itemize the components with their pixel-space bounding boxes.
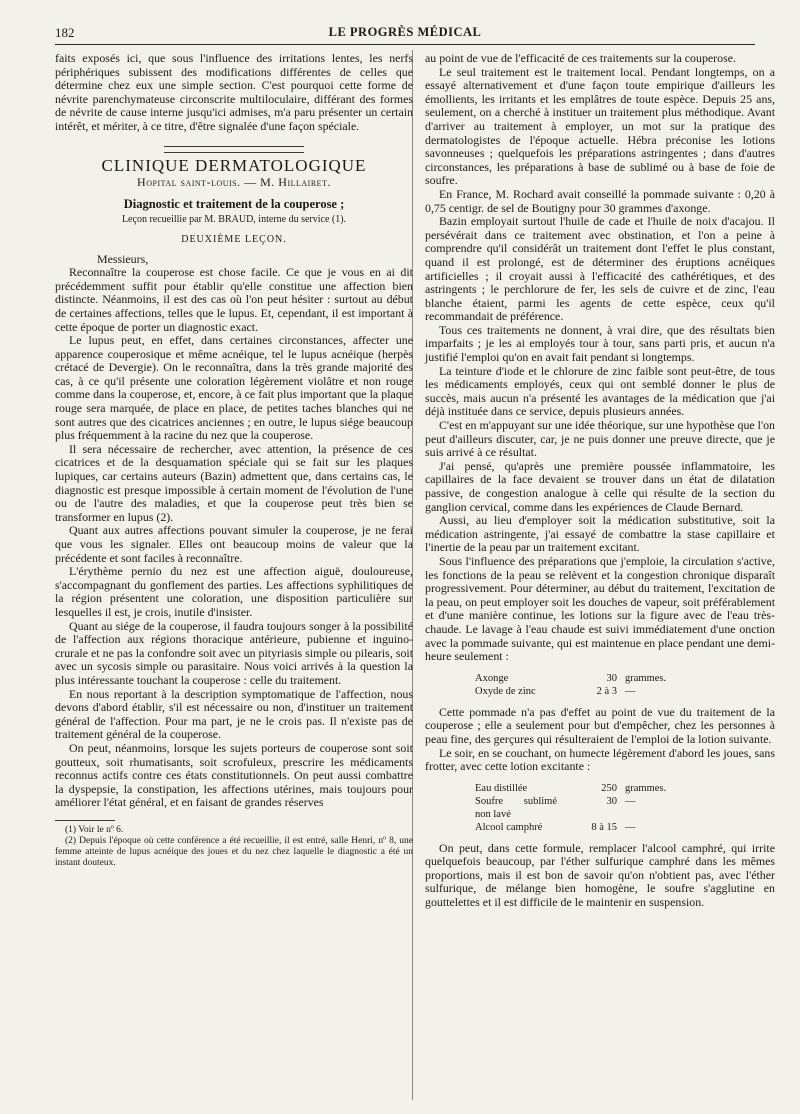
ingredient-unit: — bbox=[625, 795, 636, 807]
ingredient-name: Axonge bbox=[475, 672, 509, 684]
formula-row bbox=[475, 795, 685, 821]
formula-lotion bbox=[475, 782, 775, 834]
paragraph: La teinture d'iode et le chlorure de zinc faible sont peut-être, de tous les médicaments employés, ceux qui ont semblé donner le plus de succès, mais aucun n'a présenté les avantages de la médication que j'ai déjà instituée dans ce service, depuis plusieurs années. bbox=[425, 363, 775, 419]
footnote: (2) Depuis l'époque où cette conférence a été recueillie, il est entré, salle Henri, nº 8, une femme atteinte de lupus acnéique des joues et du nez chez laquelle le diagnostic a été un instant douteux. bbox=[55, 835, 413, 868]
hospital-line: Hopital saint-louis. — M. Hillairet. bbox=[137, 175, 331, 190]
formula-ointment bbox=[475, 672, 775, 698]
paragraph: faits exposés ici, que sous l'influence des irritations lentes, les nerfs périphériques subissent des modifications différentes de celles que détermine chez eux une simple section. C'est pourquoi cette forme de névrite parenchymateuse circonscrite multiloculaire, différant des formes de névrite de cause interne jusqu'ici admises, m'a paru présenter un certain intérêt, et mériter, à ce titre, d'être signalée d'une façon spéciale. bbox=[55, 51, 413, 133]
formula-row bbox=[475, 782, 685, 795]
paragraph: En nous reportant à la description symptomatique de l'affection, nous devons d'abord établir, s'il est nécessaire ou non, d'instituer un traitement général de l'affection. Pour ma part, je ne le crois pas. Il n'existe pas de traitement général de la couperose. bbox=[55, 686, 413, 742]
paragraph: On peut, dans cette formule, remplacer l'alcool camphré, qui irrite quelquefois beaucoup, par l'éther sulfurique camphré dans les mêmes proportions, mais il est bon de savoir qu'on n'obtient pas, avec l'éther sulfurique, de mélange bien homogène, le soufre s'agglutine en gouttelettes et il est difficile de le maintenir en suspension. bbox=[425, 840, 775, 910]
ingredient-name: Oxyde de zinc bbox=[475, 685, 536, 697]
ingredient-qty: 2 à 3 bbox=[596, 685, 617, 697]
paragraph: au point de vue de l'efficacité de ces traitements sur la couperose. bbox=[425, 51, 736, 65]
paragraph: J'ai pensé, qu'après une première poussée inflammatoire, les capillaires de la face devaient se trouver dans un état de dilatation passive, de congestion analogue à celle qui résulte de la section du ganglion cervical, comme dans les expériences de Claude Bernard. bbox=[425, 458, 775, 514]
paragraph: Quant aux autres affections pouvant simuler la couperose, je ne ferai que vous les signaler. Elles ont beaucoup moins de valeur que la précédente et sont faciles à reconnaître. bbox=[55, 523, 413, 565]
lecture-title: Diagnostic et traitement de la couperose ; bbox=[123, 196, 345, 211]
left-column bbox=[55, 52, 413, 869]
paragraph: Le soir, en se couchant, on humecte légèrement d'abord les joues, sans frotter, avec cette lotion excitante : bbox=[425, 745, 775, 774]
ingredient-unit: grammes. bbox=[625, 782, 667, 794]
ingredient-unit: — bbox=[625, 821, 636, 833]
ingredient-name: Soufre sublimé non lavé bbox=[475, 795, 557, 820]
lesson-label: DEUXIÈME LEÇON. bbox=[181, 233, 287, 245]
paragraph: En France, M. Rochard avait conseillé la pommade suivante : 0,20 à 0,75 centigr. de sel de Boutigny pour 30 grammes d'axonge. bbox=[425, 186, 775, 215]
paragraph: L'érythème pernio du nez est une affection aiguë, douloureuse, s'accompagnant du gonflement des parties. Les affections syphilitiques de la région présentent une coloration, une disposition particulière sur lesquelles il est, je crois, inutile d'insister. bbox=[55, 564, 413, 619]
paragraph: Le lupus peut, en effet, dans certaines circonstances, affecter une apparence couperosique et même acnéique, tel le lupus acnéique (herpès crétacé de Devergie). On le reconnaîtra, dans la très grande majorité des cas, à ce qu'il présente une coloration légèrement violâtre et non rouge comme dans la couperose, et, encore, à ce fait plus important que la plaque rouge sera marquée, de place en place, de petites taches blanches qui ne sont autres que des cicatrices anciennes ; en outre, le lupus siége beaucoup plus fréquemment à la racine du nez que la couperose. bbox=[55, 333, 413, 443]
paragraph: Reconnaître la couperose est chose facile. Ce que je vous en ai dit précédemment suffit pour établir qu'elle constitue une affection bien distincte. Néanmoins, il est des cas où l'on peut hésiter : surtout au début de certaines affections, telles que le lupus. Et, cependant, il est important à cette époque de porter un diagnostic exact. bbox=[55, 265, 413, 334]
footnote: (1) Voir le nº 6. bbox=[65, 824, 124, 835]
lecture-subtitle: Leçon recueillie par M. BRAUD, interne du service (1). bbox=[121, 214, 347, 226]
paragraph: Bazin employait surtout l'huile de cade et l'huile de noix d'acajou. Il persévérait dans ce traitement avec obstination, et l'on a peine à comprendre qu'il considérât un traitement dont l'effet le plus constant, quand il est prolongé, est de déterminer des éruptions acnéiques artificielles ; il croyait aussi à l'efficacité des cathérétiques, et des astringents ; le perchlorure de fer, les sels de cuivre et de zinc, l'eau blanche étaient, parmi les agents de cette espèce, ceux qu'il recommandait de préférence. bbox=[425, 214, 775, 324]
ingredient-unit: grammes. bbox=[625, 672, 667, 684]
formula-row bbox=[475, 821, 685, 834]
ingredient-qty: 30 bbox=[606, 672, 617, 684]
page-header bbox=[55, 22, 755, 45]
paragraph: C'est en m'appuyant sur une idée théorique, sur une hypothèse que l'on peut d'ailleurs discuter, car, je ne puis donner une preuve directe, que je suis arrivé à ce résultat. bbox=[425, 418, 775, 460]
paragraph: Sous l'influence des préparations que j'emploie, la circulation s'active, les fonctions de la peau se relèvent et la congestion chronique disparaît progressivement. Pour déterminer, au début du traitement, l'excitation de la peau, on peut employer soit les douches de vapeur, soit préférablement et d'une manière continue, les lotions sur la figure avec de l'eau très-chaude. Le lavage à l'eau chaude est suivi immédiatement d'une onction avec la pommade suivante, qui est maintenue en place pendant une demi-heure seulement : bbox=[425, 553, 775, 664]
journal-title: LE PROGRÈS MÉDICAL bbox=[328, 25, 482, 39]
formula-row bbox=[475, 685, 685, 698]
ingredient-qty: 8 à 15 bbox=[591, 821, 617, 833]
section-title: CLINIQUE DERMATOLOGIQUE bbox=[101, 155, 367, 175]
ingredient-qty: 250 bbox=[601, 782, 617, 794]
paragraph: Aussi, au lieu d'employer soit la médication substitutive, soit la médication astringente, j'ai essayé de combattre la stase capillaire et l'inertie de la peau par un traitement excitant. bbox=[425, 513, 775, 555]
footnote-rule bbox=[55, 820, 115, 821]
salutation: Messieurs, bbox=[97, 251, 149, 266]
right-column bbox=[425, 52, 775, 910]
paragraph: Quant au siége de la couperose, il faudra toujours songer à la possibilité de l'affection aux régions thoracique antérieure, pubienne et inguino-crurale et ne pas la confondre soit avec un pityriasis simple ou pilearis, soit avec un sycosis simple ou parasitaire. Nous voici arrivés à la question la plus intéressante touchant la couperose : celle du traitement. bbox=[55, 618, 413, 687]
ingredient-name: Alcool camphré bbox=[475, 821, 543, 833]
ingredient-unit: — bbox=[625, 685, 636, 697]
ingredient-qty: 30 bbox=[606, 795, 617, 807]
ingredient-name: Eau distillée bbox=[475, 782, 528, 794]
paragraph: Il sera nécessaire de rechercher, avec attention, la présence de ces cicatrices et de la desquamation spéciale qui se fait sur les plaques lupiques, car certains auteurs (Bazin) admettent que, dans certains cas, le diagnostic est presque impossible à certain moment de l'évolution de l'une ou de l'autre des maladies, et que la couperose peut très bien se transformer en lupus (2). bbox=[55, 441, 413, 524]
paragraph: Tous ces traitements ne donnent, à vrai dire, que des résultats bien imparfaits ; je les ai employés tour à tour, sans parti pris, et aucun n'a justifié l'emploi qu'on en avait fait pendant si longtemps. bbox=[425, 322, 775, 365]
ornamental-rule bbox=[164, 146, 304, 153]
paragraph: On peut, néanmoins, lorsque les sujets porteurs de couperose sont soit goutteux, soit rhumatisants, soit scrofuleux, prescrire les médicaments reconnus actifs contre ces états constitutionnels. On peut aussi combattre la dyspepsie, la constipation, les affections utérines, mais toujours pour améliorer l'état général, et en faisant de grandes réserves bbox=[55, 740, 413, 810]
paragraph: Cette pommade n'a pas d'effet au point de vue du traitement de la couperose ; elle a seulement pour but d'empêcher, chez les personnes à peau fine, des gerçures qui résulteraient de l'emploi de la lotion suivante. bbox=[425, 704, 775, 746]
page-number: 182 bbox=[55, 25, 75, 40]
paragraph: Le seul traitement est le traitement local. Pendant longtemps, on a essayé alternativement et d'une façon toute empirique d'ailleurs les émollients, les irritants et les emplâtres de toute espèce. Depuis 25 ans, seulement, on a cherché à instituer un traitement plus méthodique. Avant d'arriver au traitement à employer, un mot sur la pratique des dermatologistes de l'époque actuelle. Hébra préconise les lotions savonneuses ; quelquefois les préparations astringentes ; dans d'autres circonstances, les préparations à base de sublimé ou à base de foie de soufre. bbox=[425, 64, 775, 188]
formula-row bbox=[475, 672, 685, 685]
